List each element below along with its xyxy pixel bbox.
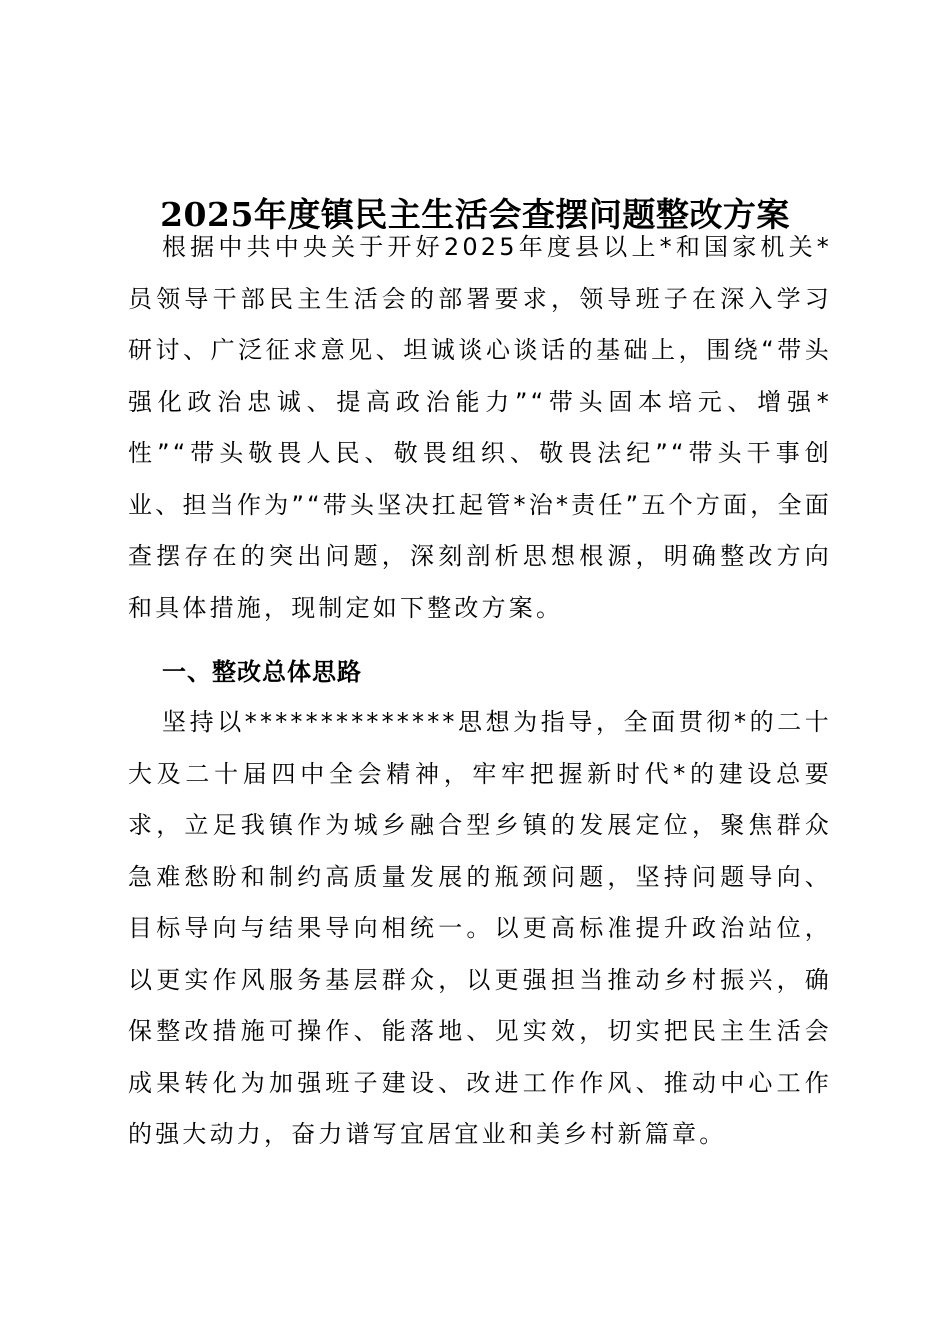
section-heading: 一、整改总体思路 (162, 658, 362, 686)
intro-paragraph: 根据中共中央关于开好2025年度县以上*和国家机关*员领导干部民主生活会的部署要求，领导班子在深入学习研讨、广泛征求意见、坦诚谈心谈话的基础上，围绕“带头强化政治忠诚、提高政治能力”“带头固本培元、增强*性”“带头敬畏人民、敬畏组织、敬畏法纪”“带头干事创业、担当作为”“带头坚决扛起管*治*责任”五个方面，全面查摆存在的突出问题，深刻剖析思想根源，明确整改方向和具体措施，现制定如下整改方案。 (128, 233, 832, 622)
section-paragraph: 坚持以**************思想为指导，全面贯彻*的二十大及二十届四中全会精神，牢牢把握新时代*的建设总要求，立足我镇作为城乡融合型乡镇的发展定位，聚焦群众急难愁盼和制约高质量发展的瓶颈问题，坚持问题导向、目标导向与结果导向相统一。以更高标准提升政治站位，以更实作风服务基层群众，以更强担当推动乡村振兴，确保整改措施可操作、能落地、见实效，切实把民主生活会成果转化为加强班子建设、改进工作作风、推动中心工作的强大动力，奋力谱写宜居宜业和美乡村新篇章。 (128, 708, 832, 1148)
document-title: 2025年度镇民主生活会查摆问题整改方案 (160, 195, 790, 235)
